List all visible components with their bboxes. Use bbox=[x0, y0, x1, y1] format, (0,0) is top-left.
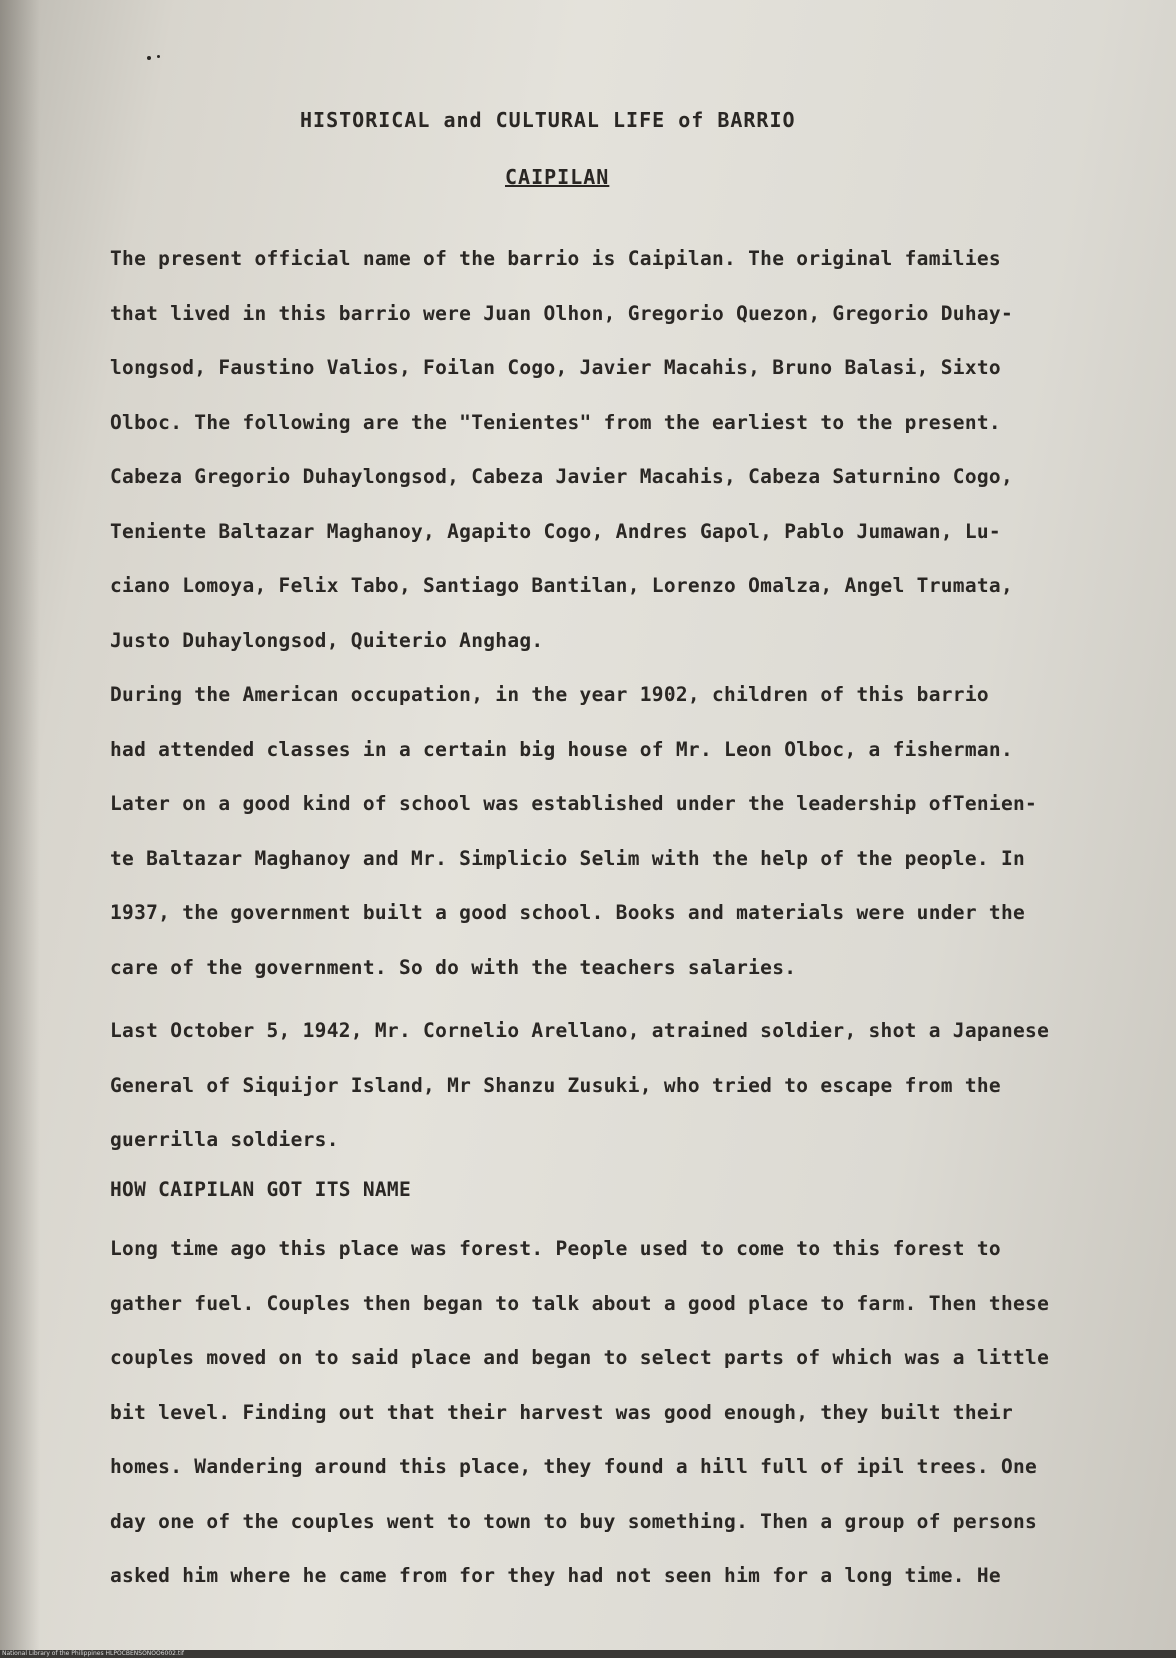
ink-speck bbox=[157, 55, 160, 58]
text-line: had attended classes in a certain big house of Mr. Leon Olboc, a fisherman. bbox=[110, 737, 1013, 761]
scan-caption: National Library of the Philippines HLPOCBENSONOO6002.tif bbox=[2, 1650, 185, 1657]
text-line: day one of the couples went to town to buy something. Then a group of persons bbox=[110, 1509, 1038, 1533]
text-line: ciano Lomoya, Felix Tabo, Santiago Bantilan, Lorenzo Omalza, Angel Trumata, bbox=[110, 574, 1013, 597]
text-line: bit level. Finding out that their harvest was good enough, they built their bbox=[110, 1400, 1013, 1424]
text-line: Teniente Baltazar Maghanoy, Agapito Cogo, Andres Gapol, Pablo Jumawan, Lu- bbox=[110, 519, 1001, 543]
text-line: couples moved on to said place and began to select parts of which was a little bbox=[110, 1346, 1050, 1369]
text-line: longsod, Faustino Valios, Foilan Cogo, Javier Macahis, Bruno Balasi, Sixto bbox=[110, 356, 1001, 379]
text-line: Later on a good kind of school was established under the leadership ofTenien- bbox=[110, 792, 1038, 815]
section-heading-name-origin: HOW CAIPILAN GOT ITS NAME bbox=[110, 1178, 411, 1201]
text-line: guerrilla soldiers. bbox=[110, 1128, 339, 1151]
text-line: During the American occupation, in the year 1902, children of this barrio bbox=[110, 683, 989, 706]
text-line: gather fuel. Couples then began to talk about a good place to farm. Then these bbox=[110, 1291, 1050, 1315]
text-line: Last October 5, 1942, Mr. Cornelio Arellano, atrained soldier, shot a Japanese bbox=[110, 1019, 1050, 1042]
text-line: asked him where he came from for they had not seen him for a long time. He bbox=[110, 1564, 1001, 1587]
text-line: care of the government. So do with the teachers salaries. bbox=[110, 955, 797, 979]
paragraph-name-origin bbox=[110, 1222, 1145, 1604]
document-title: HISTORICAL and CULTURAL LIFE of BARRIO bbox=[300, 108, 796, 132]
text-line: Cabeza Gregorio Duhaylongsod, Cabeza Javier Macahis, Cabeza Saturnino Cogo, bbox=[110, 465, 1013, 488]
text-line: General of Siquijor Island, Mr Shanzu Zusuki, who tried to escape from the bbox=[110, 1073, 1001, 1097]
text-line: that lived in this barrio were Juan Olhon, Gregorio Quezon, Gregorio Duhay- bbox=[110, 301, 1013, 325]
text-line: The present official name of the barrio is Caipilan. The original families bbox=[110, 247, 1001, 270]
text-line: Olboc. The following are the "Tenientes" from the earliest to the present. bbox=[110, 410, 1001, 434]
paragraph-1942-event bbox=[110, 1004, 1145, 1168]
paragraph-founding-families bbox=[110, 232, 1145, 668]
text-line: Long time ago this place was forest. People used to come to this forest to bbox=[110, 1237, 1001, 1260]
text-line: homes. Wandering around this place, they found a hill full of ipil trees. One bbox=[110, 1455, 1038, 1478]
text-line: 1937, the government built a good school. Books and materials were under the bbox=[110, 901, 1026, 924]
document-subtitle: CAIPILAN bbox=[505, 165, 610, 189]
paragraph-american-occupation bbox=[110, 668, 1145, 995]
text-line: te Baltazar Maghanoy and Mr. Simplicio Selim with the help of the people. In bbox=[110, 846, 1026, 870]
text-line: Justo Duhaylongsod, Quiterio Anghag. bbox=[110, 628, 544, 652]
ink-speck bbox=[147, 56, 151, 60]
